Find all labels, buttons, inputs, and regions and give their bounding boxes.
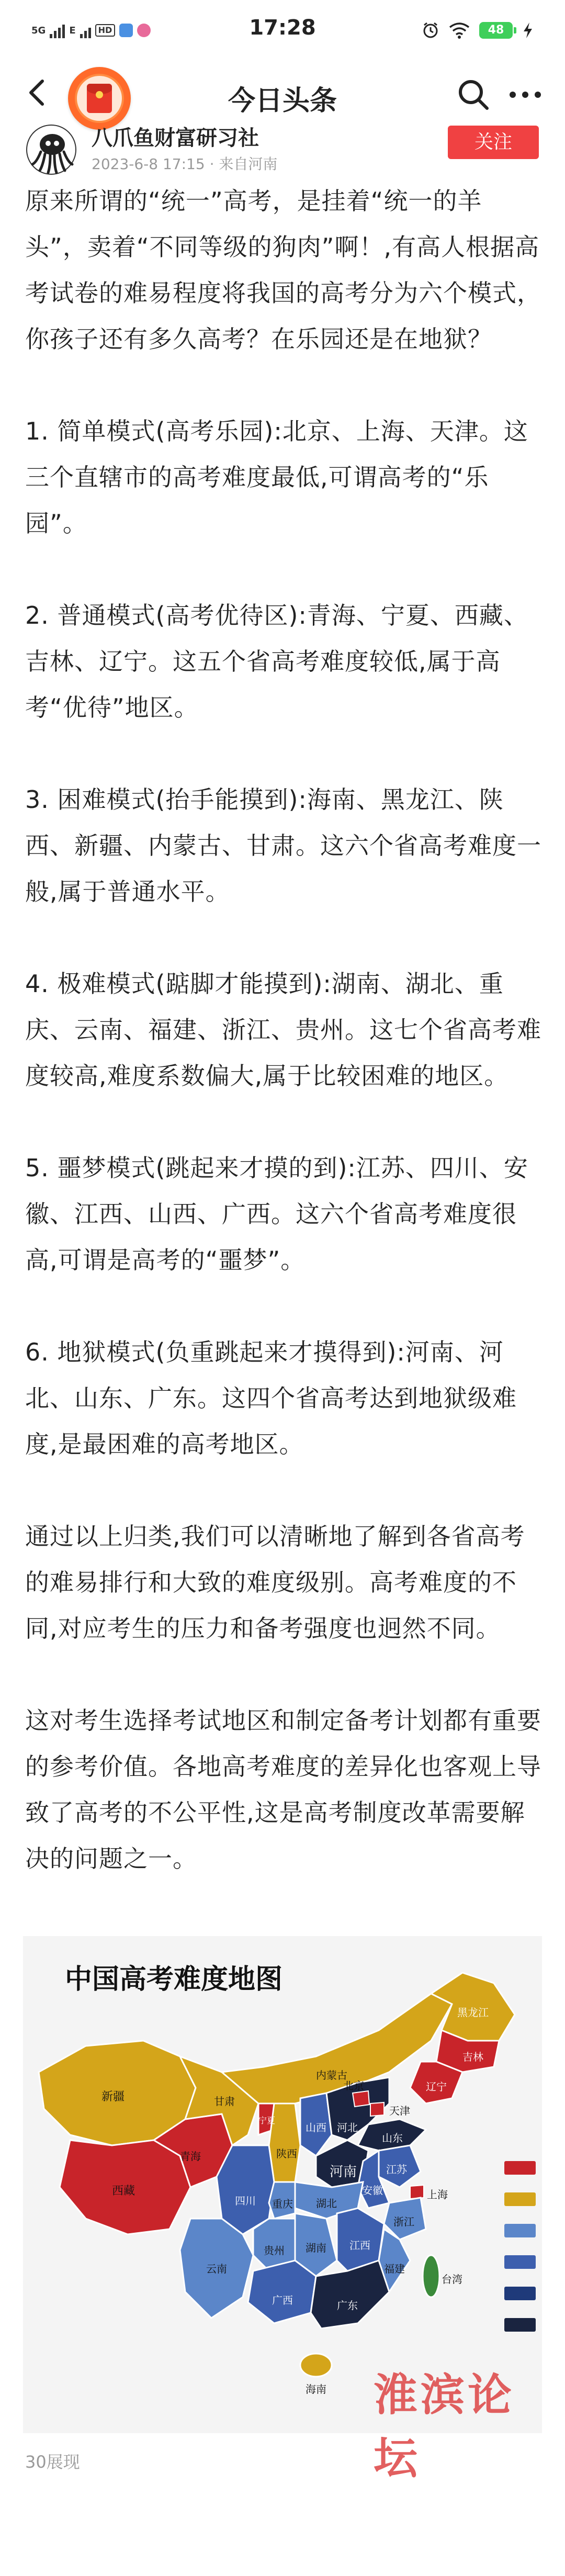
legend-yellow [504,2192,536,2206]
clock: 17:28 [249,16,316,40]
paragraph-summary: 通过以上归类,我们可以清晰地了解到各省高考的难易排行和大致的难度级别。高考难度的不同,对应考生的压力和备考强度也迥然不同。 [25,1522,525,1643]
legend-red [504,2161,536,2175]
forum-watermark: 淮滨论坛 [374,2369,515,2484]
more-button[interactable] [504,76,546,113]
label-henan: 河南 [330,2164,357,2180]
legend-dark-blue [504,2287,536,2300]
alarm-icon [422,21,439,39]
paragraph-mode-6: 6. 地狱模式(负重跳起来才摸得到):河南、河北、山东、广东。这四个省高考达到地狱级难度,是最困难的高考地区。 [25,1338,517,1458]
status-right [422,19,534,42]
label-anhui: 安徽 [362,2184,383,2197]
paragraph-mode-2: 2. 普通模式(高考优待区):青海、宁夏、西藏、吉林、辽宁。这五个省高考难度较低,属于高考“优待”地区。 [25,601,528,722]
label-guangxi: 广西 [272,2294,293,2307]
label-hainan: 海南 [306,2383,326,2395]
label-ningxia: 宁夏 [258,2116,276,2125]
paragraph-reference: 这对考生选择考试地区和制定备考计划都有重要的参考价值。各地高考难度的差异化也客观上导致了高考的不公平性,这是高考制度改革需要解决的问题之一。 [25,1706,541,1873]
author-avatar[interactable] [26,125,76,175]
network-label: 5G [31,25,46,36]
label-xizang: 西藏 [112,2185,135,2198]
status-bar [0,0,565,63]
region-taiwan [423,2255,439,2297]
paragraph-mode-1: 1. 简单模式(高考乐园):北京、上海、天津。这三个直辖市的高考难度最低,可谓高考的“乐园”。 [25,417,528,537]
follow-button[interactable]: 关注 [448,126,539,159]
label-hunan: 湖南 [306,2242,326,2254]
legend-mid-blue [504,2255,536,2269]
search-icon [457,78,490,111]
paragraph-mode-5: 5. 噩梦模式(跳起来才摸的到):江苏、四川、安徽、江西、山西、广西。这六个省高考难度很高,可谓是高考的“噩梦”。 [25,1154,528,1274]
label-jilin: 吉林 [462,2051,483,2063]
label-sichuan: 四川 [235,2195,256,2207]
charging-icon [522,21,534,39]
search-button[interactable] [455,76,492,113]
region-tianjin [370,2102,384,2116]
label-fujian: 福建 [384,2263,405,2275]
view-count: 30展现 [25,2452,80,2472]
label-taiwan: 台湾 [442,2273,462,2286]
network2-label: E [69,25,76,36]
more-icon [508,91,542,99]
label-shandong: 山东 [382,2132,403,2144]
label-qinghai: 青海 [180,2150,201,2163]
label-liaoning: 辽宁 [426,2080,447,2093]
label-gansu: 甘肃 [214,2095,235,2108]
author-row [0,120,565,178]
map-title: 中国高考难度地图 [65,1964,283,1995]
label-zhejiang: 浙江 [393,2215,414,2228]
label-hubei: 湖北 [316,2197,337,2210]
label-neimenggu: 内蒙古 [316,2069,347,2082]
region-shanghai [410,2185,424,2199]
label-chongqing: 重庆 [272,2198,293,2210]
label-yunnan: 云南 [206,2263,227,2275]
region-beijing [353,2091,369,2107]
paragraph-mode-3: 3. 困难模式(抬手能摸到):海南、黑龙江、陕西、新疆、内蒙古、甘肃。这六个省高考难度一般,属于普通水平。 [25,785,541,906]
top-nav [0,63,565,125]
label-jiangxi: 江西 [349,2239,370,2252]
author-name[interactable]: 八爪鱼财富研习社 [92,126,259,150]
label-hebei: 河北 [337,2121,358,2134]
label-jiangsu: 江苏 [386,2163,407,2176]
label-xinjiang: 新疆 [101,2090,125,2103]
article-body [25,178,543,1974]
label-guizhou: 贵州 [264,2244,285,2257]
label-heilongjiang: 黑龙江 [457,2006,489,2019]
label-guangdong: 广东 [337,2299,358,2312]
wifi-icon [449,22,470,39]
app-title: 今日头条 [228,85,337,117]
octopus-logo-icon [27,126,77,176]
legend-dark [504,2318,536,2332]
paragraph-mode-4: 4. 极难模式(踮脚才能摸到):湖南、湖北、重庆、云南、福建、浙江、贵州。这七个省高考难度较高,难度系数偏大,属于比较困难的地区。 [25,970,541,1090]
label-tianjin: 天津 [389,2105,410,2117]
label-shaanxi: 陕西 [276,2147,297,2160]
post-meta: 2023-6-8 17:15 · 来自河南 [92,155,278,173]
label-shanghai: 上海 [427,2188,448,2201]
battery-icon: 48 [479,22,513,39]
hd-badge: HD [95,24,116,37]
legend-light-blue [504,2224,536,2237]
label-shanxi: 山西 [306,2121,326,2134]
label-beijing: 北京 [343,2079,364,2092]
region-hainan [300,2354,332,2377]
paragraph-intro: 原来所谓的“统一”高考，是挂着“统一的羊头”，卖着“不同等级的狗肉”啊！,有高人根据高考试卷的难易程度将我国的高考分为六个模式， 你孩子还有多久高考？在乐园还是在地狱？ [25,187,541,353]
